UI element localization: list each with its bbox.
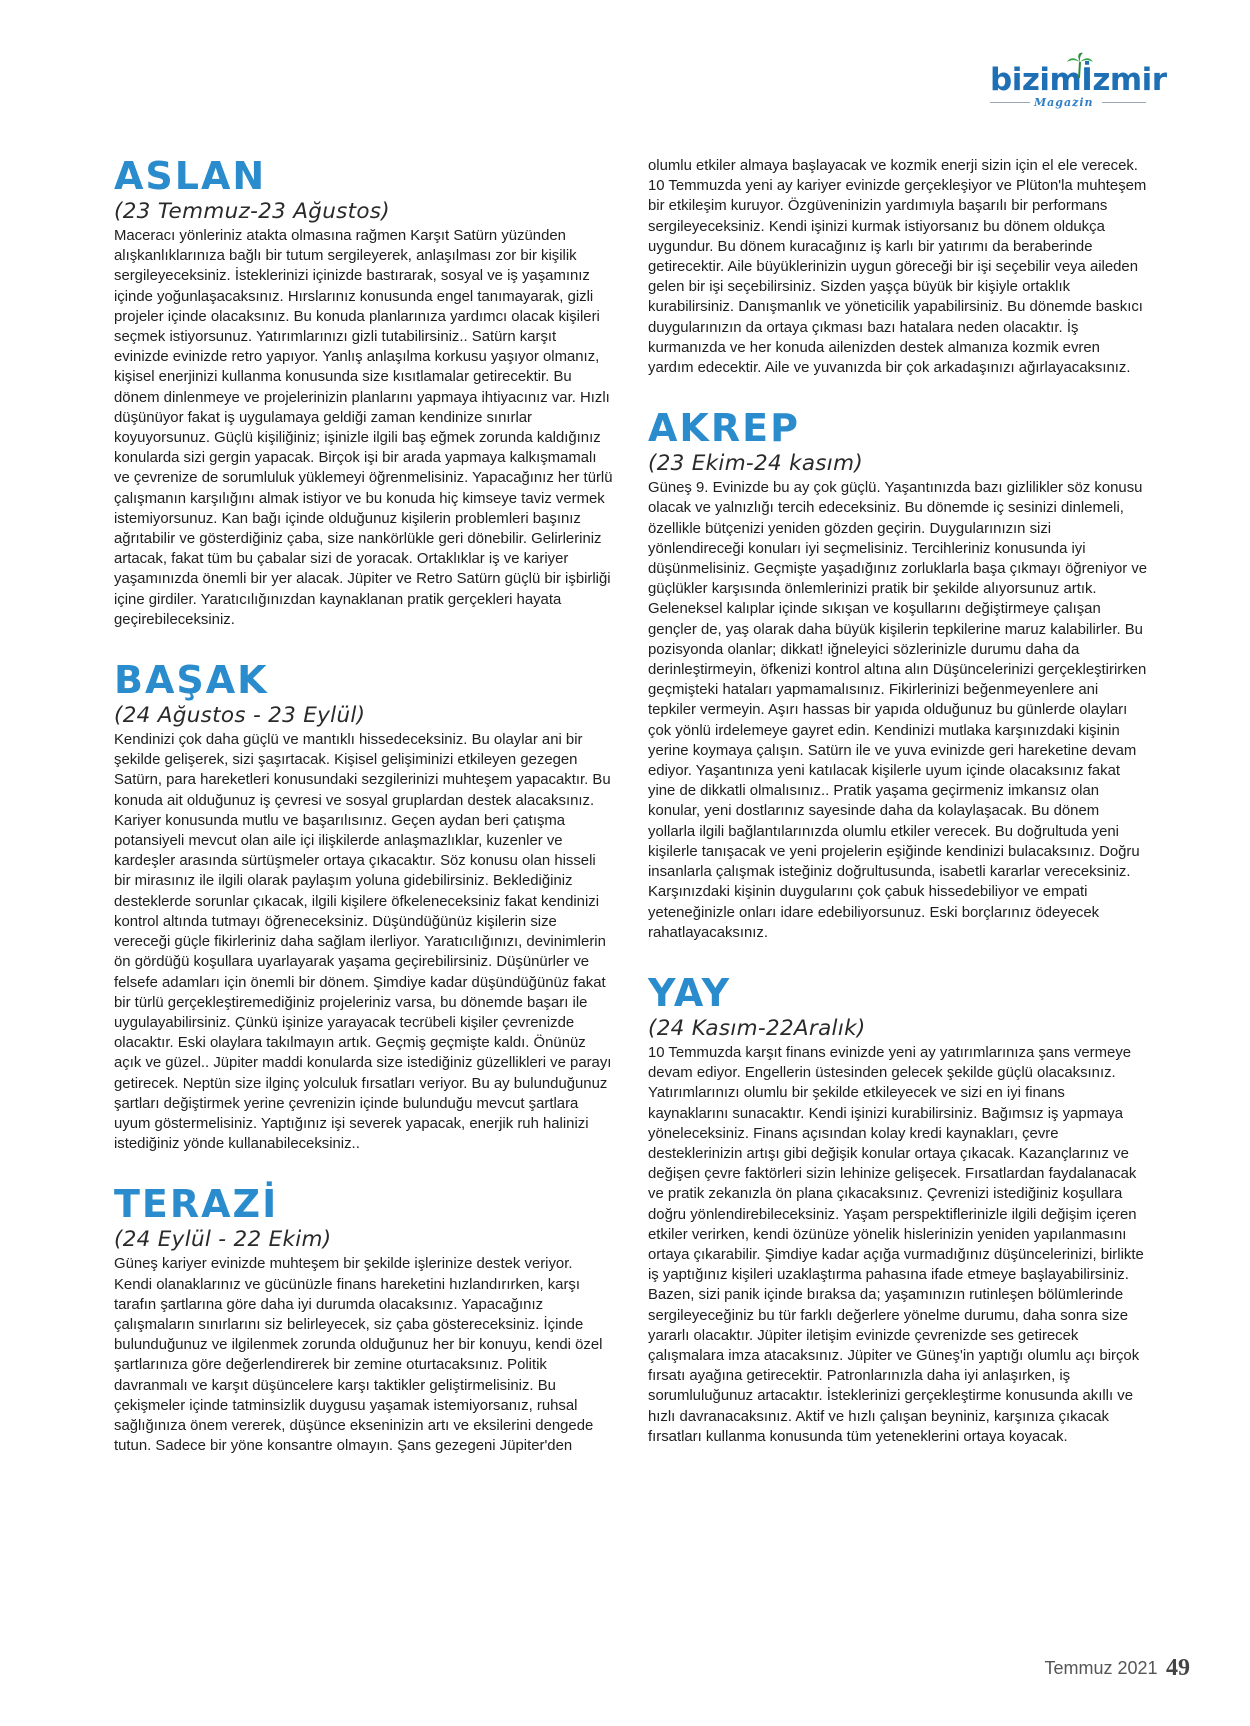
sign-text: olumlu etkiler almaya başlayacak ve kozmik enerji sizin için el ele verecek. 10 Temmuzda yeni ay kariyer evinizde gerçekleşiyor ve Plüton'la muhteşem bir etkileşim kuruyor. Özgüveninizin yardımıyla başarılı bir performans sergileyeceksiniz. Kendi işinizi kurmak istiyorsanız bu dönem oldukça uygundur. Bu dönem kuracağınız iş karlı bir yatırımı da beraberinde getirecektir. Aile büyüklerinizin uygun göreceği bir işi seçebilir veya aileden gelen bir işi seçebilirsiniz. Sizden yaşça büyük bir kişiyle ortaklık kurabilirsiniz. Danışmanlık ve yöneticilik yapabilirsiniz. Bu dönemde baskıcı duygularınızın da ortaya çıkması bazı hatalara neden olacaktır. İş kurmanızda ve her konuda ailenizden destek almanıza kozmik evren yardım edecektir. Aile ve yuvanızda bir çok arkadaşınızı ağırlayacaksınız. <box>648 158 1147 377</box>
logo-rule-right <box>1102 102 1146 103</box>
section-terazi-continued <box>648 156 1148 378</box>
sign-dates: (24 Ağustos - 23 Eylül) <box>114 703 366 729</box>
magazine-logo <box>990 58 1167 110</box>
sign-title: TERAZİ <box>114 1182 279 1227</box>
sign-text: Güneş 9. Evinizde bu ay çok güçlü. Yaşantınızda bazı gizlilikler söz konusu olacak ve yalnızlığı tercih edeceksiniz. Bu dönemde iç sesinizi dinlemeli, özellikle bütçenizi yeniden gözden geçirin. Duygularınızın sizi yönlendireceği konuları iyi seçmelisiniz. Tercihleriniz konusunda iyi düşünmelisiniz. Geçmişte yaşadığınız zorluklarla başa çıkmayı öğreniyor ve güçlükler karşısında önlemlerinizi pratik bir şekilde alıyorsunuz artık. Geleneksel kalıplar içinde sıkışan ve koşullarını değiştirmeye çalışan gençler de, yaş olarak daha büyük kişilerin tepkilerine maruz kalabilirler. Bu pozisyonda olanlar; dikkat! iğneleyici sözlerinizle durumu daha da derinleştirmeyin, öfkenizi kontrol altına alın Düşüncelerinizi gerçekleştirirken geçmişteki hataları yapmamalısınız. Fikirlerinizi beğenmeyenlere ani tepkiler vermeyin. Aşırı hassas bir yapıda olduğunuz bu günlerde olayları çok yönlü irdelemeye gayret edin. Kendinizi mutlaka karşınızdaki kişinin yerine koymaya çalışın. Satürn ile ve yuva evinizde geri hareketine devam ediyor. Yaşantınıza yeni katılacak kişilerle uyum içinde olacaksınız fakat yine de dikkatli olmalısınız.. Pratik yaşama geçirmeniz imkansız olan konular, yeni dostlarınız sayesinde daha da kolaylaşacak. Bu dönem yollarla ilgili bağlantılarınızda olumlu etkiler verecek. Bu doğrultuda yeni kişilerle tanışacak ve yeni projelerin eşiğinde kendinizi bulacaksınız. Doğru insanlarla çalışmak isteğiniz doğrultusunda, isabetli kararlar vereceksiniz. Karşınızdaki kişinin duygularını çok çabuk hissedebiliyor ve empati yeteneğinizle onları idare edebiliyorsunuz. Eski borçlarınız ödeyecek rahatlayacaksınız. <box>648 480 1148 941</box>
palm-tree-icon <box>1066 52 1094 78</box>
sign-text: Maceracı yönleriniz atakta olmasına rağmen Karşıt Satürn yüzünden alışkanlıklarınıza bağlı bir tutum sergileyerek, anlaşılması zor bir kişilik sergileyeceksiniz. İsteklerinizi içinizde bastırarak, sosyal ve iş yaşamınız içinde yoğunlaşacaksınız. Hırslarınız konusunda engel tanımayarak, gizli projeler içinde olacaksınız. Bu konuda planlarınıza yardımcı olacak kişileri seçmek istiyorsunuz. Yatırımlarınızı gizli tutabilirsiniz.. Satürn karşıt evinizde evinizde retro yapıyor. Yanlış anlaşılma korkusu yaşıyor olmanız, kişisel enerjinizi kullanma konusunda size kısıtlamalar getirecektir. Bu dönem dinlenmeye ve projelerinizin planlarını yapmaya ihtiyacınız var. Hızlı düşünüyor fakat iş uygulamaya geldiği zaman kendinize sınırlar koyuyorsunuz. Güçlü kişiliğiniz; işinizle ilgili baş eğmek zorunda kaldığınız konularda sizi gergin yapacak. Birçok işi bir arada yapmaya kalkışmamalı ve çevrenize de sorumluluk yüklemeyi öğrenmelisiniz. Yapacağınız her türlü çalışmanın karşılığını almak istiyor ve bu konuda hiç kimseye taviz vermek istemiyorsunuz. Kan bağı içinde olduğunuz kişilerin problemleri başınız ağrıtabilir ve gösterdiğiniz çaba, size nankörlükle geri dönebilir. Gelirleriniz artacak, fakat tüm bu çabalar sizi de yoracak. Ortaklıklar iş ve kariyer yaşamınızda önemli bir yer alacak. Jüpiter ve Retro Satürn güçlü bir işbirliği içine girdiler. Yaratıcılığınızdan kaynaklanan pratik gerçekleri hayata geçirebileceksiniz. <box>114 228 613 628</box>
section-aslan <box>114 156 614 630</box>
section-terazi <box>114 1184 614 1456</box>
sign-text: Güneş kariyer evinizde muhteşem bir şekilde işlerinize destek veriyor. Kendi olanaklarınız ve gücünüzle finans hareketini hızlandırırken, karşı tarafın şartlarına göre daha iyi durumda olacaksınız. Yapacağınız çalışmaların sınırlarını siz belirleyecek, siz çaba göstereceksiniz. İçinde bulunduğunuz ve ilgilenmek zorunda olduğunuz her bir konuyu, kendi özel şartlarınıza göre değerlendirerek bir zemine oturtacaksınız. Politik davranmalı ve karşıt düşüncelere karşı taktikler geliştirmelisiniz. Bu çekişmeler içinde tatminsizlik duygusu yaşamak istemiyorsanız, ruhsal sağlığınıza önem vererek, düşünce ekseninizin artı ve eksilerini dengede tutun. Sadece bir yöne konsantre olmayın. Şans gezegeni Jüpiter'den <box>114 1256 603 1455</box>
page-footer <box>1044 1655 1190 1682</box>
section-yay <box>648 970 1148 1447</box>
logo-text: bizimİzmir <box>990 62 1167 98</box>
page-number: 49 <box>1166 1655 1190 1681</box>
left-column <box>114 156 614 1486</box>
sign-title: ASLAN <box>114 154 267 198</box>
sign-dates: (24 Eylül - 22 Ekim) <box>114 1227 332 1253</box>
issue-date: Temmuz 2021 <box>1044 1658 1158 1678</box>
sign-title: AKREP <box>648 406 800 451</box>
sign-dates: (23 Ekim-24 kasım) <box>648 451 864 477</box>
sign-text: 10 Temmuzda karşıt finans evinizde yeni ay yatırımlarınıza şans vermeye devam ediyor. Engellerin üstesinden gelecek şekilde güçlü olacaksınız. Yatırımlarınızı olumlu bir şekilde etkileyecek ve sizi en iyi finans kaynaklarını sunacaktır. Kendi işinizi kurabilirsiniz. Bağımsız iş yapmaya yöneleceksiniz. Finans açısından kolay kredi kaynakları, çevre desteklerinizin artışı gibi değişik konular ortaya çıkacak. Kazançlarınız ve değişen çevre faktörleri sizin lehinize gelişecek. Fırsatlardan faydalanacak ve pratik zekanızla ön plana çıkacaksınız. Çevrenizi istediğiniz koşullara doğru yönlendirebileceksiniz. Yaşam perspektiflerinizle ilgili değişim içeren etkiler verirken, kendi özünüze yönelik hislerinizin yeniden yapılanmasını ortaya çıkarabilir. Şimdiye kadar açığa vurmadığınız düşüncelerinizi, birlikte iş yaptığınız kişileri uzaklaştırma pahasına ifade etmeye başlayabilirsiniz. Bazen, sizi panik içinde bıraksa da; yaşamınızın rutinleşen bölümlerinde sergileyeceğiniz bu tür farklı değerlere yönelme durumu, daha sonra size yararlı olacaktır. Jüpiter iletişim evinizde çevrenizde ses getirecek çalışmalara imza atacaksınız. Jüpiter ve Güneş'in yaptığı olumlu açı birçok fırsatı ayağına getirecektir. Patronlarınızla daha iyi anlaşırken, iş sorumluluğunuz artacaktır. İsteklerinizi gerçekleştirme konusunda akıllı ve hızlı davranacaksınız. Aktif ve hızlı çalışan beyniniz, karşınıza çıkacak fırsatları kullanma konusunda tüm yeteneklerini ortaya koyacak. <box>648 1044 1144 1445</box>
sign-text: Kendinizi çok daha güçlü ve mantıklı hissedeceksiniz. Bu olaylar ani bir şekilde gelişerek, sizi şaşırtacak. Kişisel gelişiminizi etkileyen gezegen Satürn, para hareketleri konusundaki sezgilerinizi muhteşem yapacaktır. Bu konuda ait olduğunuz iş çevresi ve sosyal gruplardan destek alacaksınız. Kariyer konusunda mutlu ve başarılısınız. Geçen aydan beri çatışma potansiyeli mevcut olan aile içi ilişkilerde anlaşmazlıklar, kuzenler ve kardeşler arasında sürtüşmeler ortaya çıkacaktır. Söz konusu olan hisseli bir mirasınız ile ilgili olarak paylaşım yoluna gidebilirsiniz. Beklediğiniz desteklerde sorunlar çıkacak, ilgili kişilere öfkeleneceksiniz fakat kendinizi kontrol altında tutmayı öğreneceksiniz. Düşündüğünüz kişilerin size vereceği güçle fikirleriniz daha sağlam ilerliyor. Yaratıcılığınızı, devinimlerin ön gördüğü koşullara uyarlayarak yaşama geçirebilirsiniz. Düşünürler ve felsefe adamları için önemli bir dönem. Şimdiye kadar düşündüğünüz fakat bir türlü gerçekleştiremediğiniz projeleriniz varsa, bu dönemde başarı ile uygulayabilirsiniz. Çünkü işinize yarayacak tecrübeli kişiler çevrenizde olacaktır. Eski olaylara takılmayın artık. Geçmiş geçmişte kaldı. Önünüz açık ve güzel.. Jüpiter maddi konularda size istediğiniz güzellikleri ve parayı getirecek. Neptün size ilginç yolculuk fırsatları veriyor. Bu ay bulunduğunuz şartları değiştirmek yerine çevrenizin içinde bulunduğu mevcut şartlara uyum göstermelisiniz. Yaptığınız işi severek yapacak, enerjik ruh halinizi istediğiniz yönde kullanabileceksiniz.. <box>114 732 612 1153</box>
logo-subtitle: Magazin <box>1034 96 1094 109</box>
right-column <box>648 156 1148 1477</box>
logo-rule-left <box>990 102 1030 103</box>
sign-dates: (24 Kasım-22Aralık) <box>648 1015 866 1041</box>
sign-title: BAŞAK <box>114 658 269 703</box>
section-akrep <box>648 408 1148 943</box>
sign-title: YAY <box>648 970 732 1015</box>
sign-dates: (23 Temmuz-23 Ağustos) <box>114 199 390 224</box>
section-basak <box>114 660 614 1154</box>
